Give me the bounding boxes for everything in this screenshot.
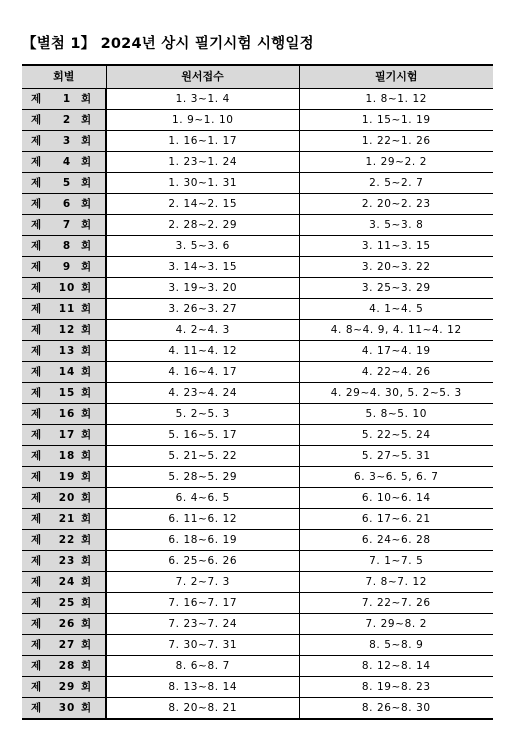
round-prefix: 제	[31, 471, 43, 483]
application-period-cell: 7. 30~7. 31	[106, 635, 299, 656]
round-suffix: 회	[81, 534, 93, 546]
application-period-cell: 8. 6~8. 7	[106, 656, 299, 677]
round-number: 4	[62, 156, 72, 168]
table-row	[22, 446, 493, 467]
table-row	[22, 131, 493, 152]
round-number: 17	[58, 429, 76, 441]
round-number: 24	[58, 576, 76, 588]
table-row	[22, 194, 493, 215]
round-prefix: 제	[31, 177, 43, 189]
table-row	[22, 572, 493, 593]
exam-period-cell: 7. 29~8. 2	[299, 614, 493, 635]
round-number: 29	[58, 681, 76, 693]
application-period-cell: 2. 28~2. 29	[106, 215, 299, 236]
round-suffix: 회	[81, 702, 93, 714]
table-row	[22, 215, 493, 236]
round-cell	[22, 194, 106, 215]
round-cell	[22, 236, 106, 257]
table-row	[22, 404, 493, 425]
table-row	[22, 257, 493, 278]
round-number: 3	[62, 135, 72, 147]
exam-period-cell: 7. 22~7. 26	[299, 593, 493, 614]
table-row	[22, 530, 493, 551]
round-suffix: 회	[81, 576, 93, 588]
round-suffix: 회	[81, 597, 93, 609]
table-row	[22, 173, 493, 194]
round-number: 30	[58, 702, 76, 714]
round-number: 27	[58, 639, 76, 651]
application-period-cell: 7. 2~7. 3	[106, 572, 299, 593]
round-number: 10	[58, 282, 76, 294]
exam-period-cell: 5. 27~5. 31	[299, 446, 493, 467]
round-prefix: 제	[31, 702, 43, 714]
round-prefix: 제	[31, 303, 43, 315]
table-row	[22, 656, 493, 677]
exam-period-cell: 3. 11~3. 15	[299, 236, 493, 257]
application-period-cell: 6. 4~6. 5	[106, 488, 299, 509]
exam-period-cell: 5. 22~5. 24	[299, 425, 493, 446]
round-number: 11	[58, 303, 76, 315]
round-suffix: 회	[81, 618, 93, 630]
table-row	[22, 467, 493, 488]
round-cell	[22, 551, 106, 572]
application-period-cell: 1. 23~1. 24	[106, 152, 299, 173]
round-number: 22	[58, 534, 76, 546]
round-cell	[22, 677, 106, 698]
round-prefix: 제	[31, 114, 43, 126]
exam-period-cell: 5. 8~5. 10	[299, 404, 493, 425]
exam-period-cell: 3. 20~3. 22	[299, 257, 493, 278]
application-period-cell: 2. 14~2. 15	[106, 194, 299, 215]
round-suffix: 회	[81, 345, 93, 357]
round-suffix: 회	[81, 639, 93, 651]
round-suffix: 회	[81, 219, 93, 231]
round-prefix: 제	[31, 345, 43, 357]
round-suffix: 회	[81, 450, 93, 462]
application-period-cell: 8. 20~8. 21	[106, 698, 299, 720]
round-prefix: 제	[31, 156, 43, 168]
exam-period-cell: 1. 29~2. 2	[299, 152, 493, 173]
exam-period-cell: 1. 22~1. 26	[299, 131, 493, 152]
round-suffix: 회	[81, 492, 93, 504]
exam-period-cell: 2. 20~2. 23	[299, 194, 493, 215]
column-header-application: 원서접수	[106, 65, 299, 89]
application-period-cell: 7. 16~7. 17	[106, 593, 299, 614]
round-cell	[22, 89, 106, 110]
round-number: 14	[58, 366, 76, 378]
round-number: 23	[58, 555, 76, 567]
table-row	[22, 635, 493, 656]
round-suffix: 회	[81, 282, 93, 294]
round-suffix: 회	[81, 261, 93, 273]
exam-period-cell: 6. 17~6. 21	[299, 509, 493, 530]
round-prefix: 제	[31, 135, 43, 147]
round-number: 25	[58, 597, 76, 609]
application-period-cell: 3. 19~3. 20	[106, 278, 299, 299]
round-number: 15	[58, 387, 76, 399]
round-prefix: 제	[31, 513, 43, 525]
round-number: 6	[62, 198, 72, 210]
exam-period-cell: 1. 15~1. 19	[299, 110, 493, 131]
table-row	[22, 509, 493, 530]
table-row	[22, 593, 493, 614]
exam-period-cell: 7. 8~7. 12	[299, 572, 493, 593]
round-suffix: 회	[81, 177, 93, 189]
round-number: 16	[58, 408, 76, 420]
column-header-round: 회별	[22, 65, 106, 89]
application-period-cell: 5. 28~5. 29	[106, 467, 299, 488]
exam-period-cell: 8. 12~8. 14	[299, 656, 493, 677]
application-period-cell: 5. 2~5. 3	[106, 404, 299, 425]
round-prefix: 제	[31, 282, 43, 294]
application-period-cell: 4. 11~4. 12	[106, 341, 299, 362]
round-cell	[22, 341, 106, 362]
round-cell	[22, 467, 106, 488]
round-suffix: 회	[81, 93, 93, 105]
exam-period-cell: 6. 3~6. 5, 6. 7	[299, 467, 493, 488]
round-cell	[22, 635, 106, 656]
application-period-cell: 1. 9~1. 10	[106, 110, 299, 131]
application-period-cell: 1. 16~1. 17	[106, 131, 299, 152]
round-prefix: 제	[31, 219, 43, 231]
round-number: 7	[62, 219, 72, 231]
application-period-cell: 1. 30~1. 31	[106, 173, 299, 194]
round-cell	[22, 257, 106, 278]
round-suffix: 회	[81, 660, 93, 672]
round-prefix: 제	[31, 408, 43, 420]
application-period-cell: 3. 5~3. 6	[106, 236, 299, 257]
document-title: 【별첨 1】 2024년 상시 필기시험 시행일정	[22, 36, 314, 52]
round-number: 12	[58, 324, 76, 336]
round-number: 28	[58, 660, 76, 672]
round-number: 13	[58, 345, 76, 357]
round-prefix: 제	[31, 660, 43, 672]
exam-period-cell: 4. 1~4. 5	[299, 299, 493, 320]
table-row	[22, 152, 493, 173]
round-suffix: 회	[81, 471, 93, 483]
exam-period-cell: 3. 5~3. 8	[299, 215, 493, 236]
round-number: 26	[58, 618, 76, 630]
round-cell	[22, 488, 106, 509]
round-prefix: 제	[31, 429, 43, 441]
round-suffix: 회	[81, 681, 93, 693]
round-number: 1	[62, 93, 72, 105]
table-row	[22, 614, 493, 635]
application-period-cell: 6. 18~6. 19	[106, 530, 299, 551]
round-suffix: 회	[81, 555, 93, 567]
table-row	[22, 551, 493, 572]
round-number: 21	[58, 513, 76, 525]
application-period-cell: 5. 21~5. 22	[106, 446, 299, 467]
round-prefix: 제	[31, 93, 43, 105]
application-period-cell: 6. 25~6. 26	[106, 551, 299, 572]
exam-period-cell: 4. 8~4. 9, 4. 11~4. 12	[299, 320, 493, 341]
round-prefix: 제	[31, 387, 43, 399]
round-suffix: 회	[81, 156, 93, 168]
exam-period-cell: 8. 26~8. 30	[299, 698, 493, 720]
table-body	[22, 89, 493, 720]
application-period-cell: 4. 2~4. 3	[106, 320, 299, 341]
round-cell	[22, 698, 106, 720]
round-cell	[22, 131, 106, 152]
column-header-exam: 필기시험	[299, 65, 493, 89]
application-period-cell: 8. 13~8. 14	[106, 677, 299, 698]
round-cell	[22, 509, 106, 530]
round-prefix: 제	[31, 639, 43, 651]
exam-period-cell: 8. 19~8. 23	[299, 677, 493, 698]
application-period-cell: 6. 11~6. 12	[106, 509, 299, 530]
round-prefix: 제	[31, 240, 43, 252]
round-cell	[22, 173, 106, 194]
table-row	[22, 362, 493, 383]
round-number: 5	[62, 177, 72, 189]
table-row	[22, 110, 493, 131]
round-cell	[22, 362, 106, 383]
round-prefix: 제	[31, 555, 43, 567]
round-cell	[22, 572, 106, 593]
round-suffix: 회	[81, 387, 93, 399]
exam-period-cell: 4. 29~4. 30, 5. 2~5. 3	[299, 383, 493, 404]
application-period-cell: 4. 23~4. 24	[106, 383, 299, 404]
exam-period-cell: 2. 5~2. 7	[299, 173, 493, 194]
round-cell	[22, 656, 106, 677]
exam-schedule-table	[22, 64, 493, 720]
round-prefix: 제	[31, 681, 43, 693]
round-cell	[22, 530, 106, 551]
round-cell	[22, 593, 106, 614]
exam-period-cell: 8. 5~8. 9	[299, 635, 493, 656]
exam-period-cell: 6. 24~6. 28	[299, 530, 493, 551]
table-row	[22, 677, 493, 698]
table-row	[22, 383, 493, 404]
table-row	[22, 425, 493, 446]
exam-period-cell: 4. 17~4. 19	[299, 341, 493, 362]
table-row	[22, 341, 493, 362]
exam-period-cell: 1. 8~1. 12	[299, 89, 493, 110]
round-suffix: 회	[81, 408, 93, 420]
application-period-cell: 4. 16~4. 17	[106, 362, 299, 383]
round-suffix: 회	[81, 303, 93, 315]
round-prefix: 제	[31, 198, 43, 210]
round-cell	[22, 320, 106, 341]
round-cell	[22, 425, 106, 446]
round-prefix: 제	[31, 534, 43, 546]
exam-period-cell: 7. 1~7. 5	[299, 551, 493, 572]
exam-period-cell: 6. 10~6. 14	[299, 488, 493, 509]
round-suffix: 회	[81, 240, 93, 252]
application-period-cell: 5. 16~5. 17	[106, 425, 299, 446]
round-prefix: 제	[31, 492, 43, 504]
round-cell	[22, 404, 106, 425]
table-row	[22, 236, 493, 257]
round-number: 18	[58, 450, 76, 462]
round-cell	[22, 299, 106, 320]
table-row	[22, 89, 493, 110]
round-prefix: 제	[31, 366, 43, 378]
application-period-cell: 7. 23~7. 24	[106, 614, 299, 635]
application-period-cell: 3. 14~3. 15	[106, 257, 299, 278]
application-period-cell: 3. 26~3. 27	[106, 299, 299, 320]
round-cell	[22, 614, 106, 635]
round-number: 19	[58, 471, 76, 483]
round-cell	[22, 110, 106, 131]
round-suffix: 회	[81, 429, 93, 441]
table-row	[22, 488, 493, 509]
round-number: 9	[62, 261, 72, 273]
round-cell	[22, 152, 106, 173]
round-suffix: 회	[81, 135, 93, 147]
exam-period-cell: 4. 22~4. 26	[299, 362, 493, 383]
application-period-cell: 1. 3~1. 4	[106, 89, 299, 110]
round-prefix: 제	[31, 597, 43, 609]
round-prefix: 제	[31, 576, 43, 588]
table-row	[22, 320, 493, 341]
round-suffix: 회	[81, 513, 93, 525]
table-row	[22, 278, 493, 299]
exam-period-cell: 3. 25~3. 29	[299, 278, 493, 299]
round-cell	[22, 215, 106, 236]
round-suffix: 회	[81, 198, 93, 210]
round-number: 2	[62, 114, 72, 126]
round-prefix: 제	[31, 324, 43, 336]
round-cell	[22, 383, 106, 404]
round-suffix: 회	[81, 324, 93, 336]
table-row	[22, 299, 493, 320]
round-suffix: 회	[81, 366, 93, 378]
round-cell	[22, 278, 106, 299]
round-cell	[22, 446, 106, 467]
table-row	[22, 698, 493, 720]
round-suffix: 회	[81, 114, 93, 126]
round-prefix: 제	[31, 450, 43, 462]
round-prefix: 제	[31, 261, 43, 273]
round-number: 20	[58, 492, 76, 504]
table-header-row	[22, 65, 493, 89]
round-prefix: 제	[31, 618, 43, 630]
round-number: 8	[62, 240, 72, 252]
